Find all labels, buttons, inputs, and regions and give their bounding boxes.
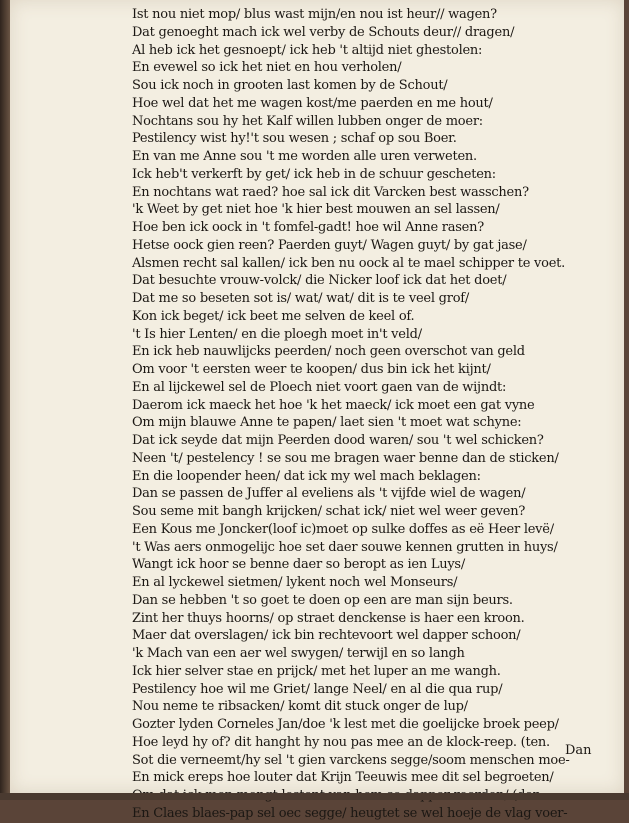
text-line: Hetse oock gien reen? Paerden guyt/ Wagen guyt/ by gat jase/ <box>132 237 527 253</box>
text-line: Hoe leyd hy of? dit hanght hy nou pas mee an de klock-reep. (ten. <box>132 734 550 750</box>
text-line: Sot die verneemt/hy sel 't gien varckens segge/soom menschen moe- <box>132 752 570 768</box>
text-line: Ick hier selver stae en prijck/ met het luper an me wangh. <box>132 663 501 679</box>
text-line: Kon ick beget/ ick beet me selven de keel of. <box>132 308 415 324</box>
text-line: Alsmen recht sal kallen/ ick ben nu oock al te mael schipper te voet. <box>132 255 566 271</box>
text-line: En mick ereps hoe louter dat Krijn Teeuwis mee dit sel begroeten/ <box>132 770 554 786</box>
text-line: 't Is hier Lenten/ en die ploegh moet in't veld/ <box>132 326 422 342</box>
text-line: Pestilency hoe wil me Griet/ lange Neel/ en al die qua rup/ <box>132 681 503 697</box>
text-line: Dat genoeght mach ick wel verby de Schouts deur// dragen/ <box>132 24 515 40</box>
text-line: En van me Anne sou 't me worden alle uren verweten. <box>132 149 477 164</box>
text-line: 'k Mach van een aer wel swygen/ terwijl en so langh <box>132 646 465 661</box>
text-line: Een Kous me Joncker(loof ic)moet op sulke doffes as eë Heer levë/ <box>132 521 554 537</box>
book-page <box>10 0 624 821</box>
text-line: Hoe ben ick oock in 't fomfel-gadt! hoe wil Anne rasen? <box>132 220 484 235</box>
binding-gutter <box>0 0 10 800</box>
text-line: Ick heb't verkerft by get/ ick heb in de schuur gescheten: <box>132 166 496 182</box>
text-line: Dan se passen de Juffer al eveliens als 't vijfde wiel de wagen/ <box>132 486 526 502</box>
text-line: Neen 't/ pestelency ! se sou me bragen waer benne dan de sticken/ <box>132 450 559 466</box>
text-line: Dat besuchte vrouw-volck/ die Nicker loof ick dat het doet/ <box>132 273 507 289</box>
text-line: En al lyckewel sietmen/ lykent noch wel Monseurs/ <box>132 575 458 590</box>
text-line: 't Was aers onmogelijc hoe set daer souwe kennen grutten in huys/ <box>132 539 558 555</box>
text-line: Zint her thuys hoorns/ op straet denckense is haer een kroon. <box>132 610 525 626</box>
text-line: Maer dat overslagen/ ick bin rechtevoort wel dapper schoon/ <box>132 628 521 644</box>
text-line: Wangt ick hoor se benne daer so beropt as ien Luys/ <box>132 557 465 573</box>
text-line: En die loopender heen/ dat ick my wel mach beklagen: <box>132 468 481 484</box>
page-bottom-edge <box>0 793 629 800</box>
text-line: Nochtans sou hy het Kalf willen lubben onger de moer: <box>132 113 483 129</box>
text-line: Ist nou niet mop/ blus wast mijn/en nou ist heur// wagen? <box>132 7 497 22</box>
text-line: Al heb ick het gesnoept/ ick heb 't altijd niet ghestolen: <box>132 42 483 58</box>
text-line: Hoe wel dat het me wagen kost/me paerden en me hout/ <box>132 95 493 111</box>
text-line: Daerom ick maeck het hoe 'k het maeck/ ick moet een gat vyne <box>132 397 535 413</box>
text-line: Nou neme te ribsacken/ komt dit stuck onger de lup/ <box>132 699 468 715</box>
text-line: Gozter lyden Corneles Jan/doe 'k lest met die goelijcke broek peep/ <box>132 717 559 732</box>
catchword: Dan <box>565 743 592 758</box>
text-line: Sou ick noch in grooten last komen by de Schout/ <box>132 78 448 93</box>
text-line: En al lijckewel sel de Ploech niet voort gaen van de wijndt: <box>132 379 507 395</box>
text-line: Om voor 't eersten weer te koopen/ dus bin ick het kijnt/ <box>132 362 491 377</box>
text-line: Om mijn blauwe Anne te papen/ laet sien 't moet wat schyne: <box>132 415 522 431</box>
text-line: Dat me so beseten sot is/ wat/ wat/ dit is te veel grof/ <box>132 291 469 306</box>
text-line: En evewel so ick het niet en hou verholen/ <box>132 60 402 76</box>
text-line: Pestilency wist hy!'t sou wesen ; schaf op sou Boer. <box>132 131 457 147</box>
text-line: Dan se hebben 't so goet te doen op een are man sijn beurs. <box>132 592 513 608</box>
text-line: Dat ick seyde dat mijn Peerden dood waren/ sou 't wel schicken? <box>132 433 544 448</box>
text-body <box>132 6 624 823</box>
text-line: Sou seme mit bangh krijcken/ schat ick/ niet wel weer geven? <box>132 504 526 519</box>
text-line: En nochtans wat raed? hoe sal ick dit Varcken best wasschen? <box>132 184 529 200</box>
text-line: En Claes blaes-pap sel oec segge/ heugtet se wel hoeje de vlag voer- <box>132 805 568 821</box>
text-line: 'k Weet by get niet hoe 'k hier best mouwen an sel lassen/ <box>132 202 500 218</box>
text-line: En ick heb nauwlijcks peerden/ noch geen overschot van geld <box>132 344 525 360</box>
